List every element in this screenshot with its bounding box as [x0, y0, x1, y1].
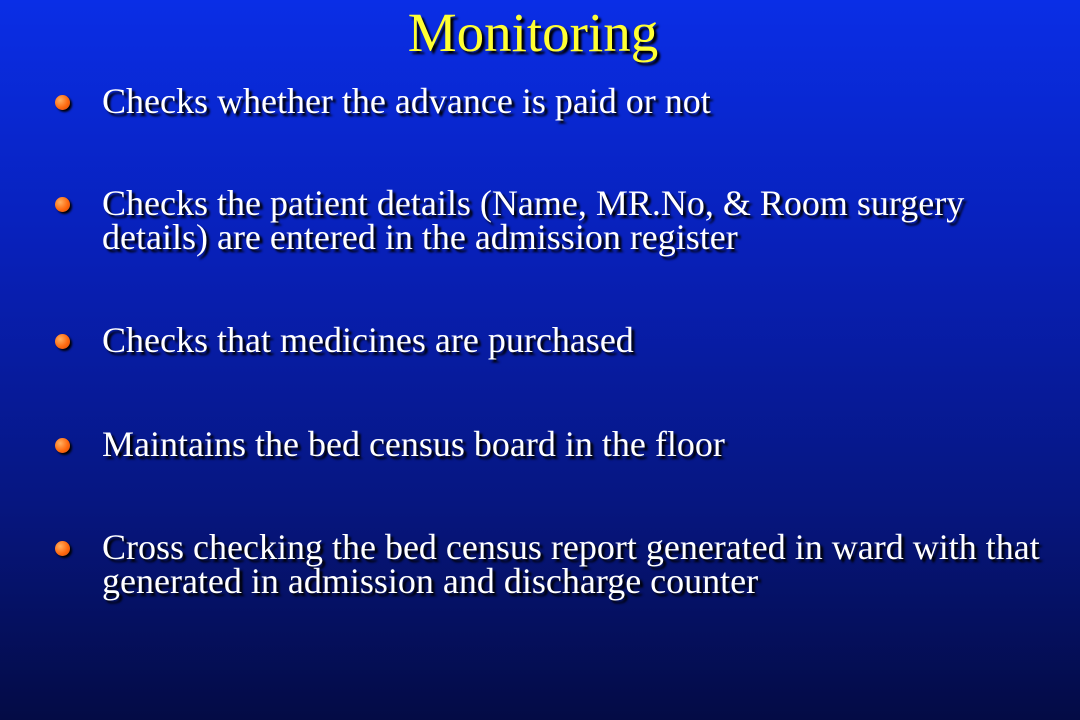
orange-dot-icon: [55, 197, 70, 212]
orange-dot-icon: [55, 438, 70, 453]
bullet-text: Checks whether the advance is paid or not: [102, 81, 711, 121]
slide-title: Monitoring: [407, 2, 659, 63]
bullet-text: Cross checking the bed census report generated in ward with that generated in admission and discharge counter: [102, 527, 1040, 601]
orange-dot-icon: [55, 541, 70, 556]
bullet-item: [55, 320, 1045, 360]
orange-dot-icon: [55, 95, 70, 110]
bullet-item: [55, 424, 1045, 464]
bullet-text: Checks the patient details (Name, MR.No, & Room surgery details) are entered in the admission register: [102, 183, 965, 257]
bullet-text: Maintains the bed census board in the floor: [102, 424, 725, 464]
bullet-item: [55, 183, 1045, 257]
orange-dot-icon: [55, 334, 70, 349]
bullet-item: [55, 527, 1045, 601]
bullet-item: [55, 81, 1045, 121]
bullet-text: Checks that medicines are purchased: [102, 320, 634, 360]
